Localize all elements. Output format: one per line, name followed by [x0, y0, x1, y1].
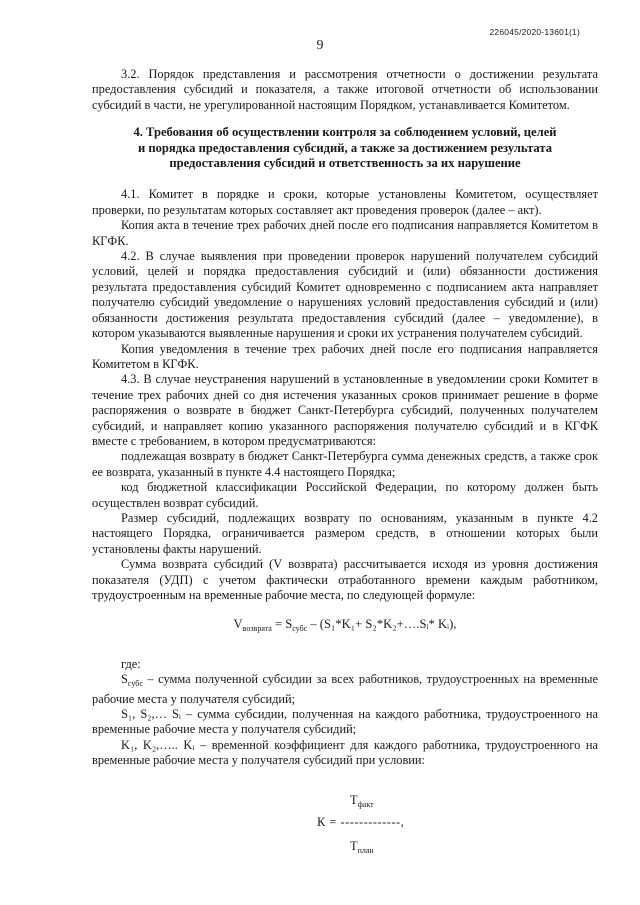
- def-s-subscript: субс: [127, 679, 143, 689]
- paragraph-4-1-copy: Копия акта в течение трех рабочих дней после его подписания направляется Комитетом в КГФК.: [92, 218, 598, 248]
- fraction-line: К = -------------,: [317, 814, 405, 829]
- document-body: [92, 67, 598, 867]
- formula-s: S: [285, 617, 293, 632]
- definition-k-i: K₁, K₂,….. Kᵢ – временной коэффициент для каждого работника, трудоустроенного на временные рабочие места у получателя субсидий при условии:: [92, 737, 598, 768]
- heading-line-2: и порядка предоставления субсидий, а также за достижением результата: [137, 140, 553, 155]
- paragraph-4-3-item-b: код бюджетной классификации Российской Федерации, по которому должен быть осуществлен возврат субсидий.: [92, 480, 598, 510]
- where-label: где:: [121, 656, 141, 671]
- paragraph-4-2-copy: Копия уведомления в течение трех рабочих дней после его подписания направляется Комитетом в КГФК.: [92, 341, 598, 371]
- definition-s-subs: [92, 672, 598, 707]
- paragraph-refund-sum: Сумма возврата субсидий (V возврата) рассчитывается исходя из уровня достижения показателя (УДП) с учетом фактически отработанного времени каждым работником, трудоустроенным на временные рабочие места, по следующей формуле:: [92, 557, 598, 602]
- formula-v-subscript: возврата: [242, 624, 272, 634]
- section-4-heading: [92, 125, 598, 171]
- paragraph-3-2: 3.2. Порядок представления и рассмотрения отчетности о достижении результата предоставления субсидий и показателя, а также итоговой отчетности об использовании субсидий в части, не урегулированной настоящим Порядком, устанавливается Комитетом.: [92, 67, 598, 112]
- paragraph-4-1: 4.1. Комитет в порядке и сроки, которые установлены Комитетом, осуществляет проверки, по результатам которых составляет акт проведения проверок (далее – акт).: [92, 187, 598, 217]
- refund-formula: [92, 617, 598, 636]
- formula-s-subscript: субс: [292, 624, 308, 634]
- coefficient-formula: [92, 793, 598, 867]
- fraction-numerator: $Т_{факт}$: [350, 792, 374, 809]
- heading-line-3: предоставления субсидий и ответственность за их нарушение: [169, 156, 521, 171]
- fraction-denominator: $Т_{план}$: [350, 838, 374, 855]
- page-number: 9: [316, 38, 324, 53]
- paragraph-4-3-item-a: подлежащая возврату в бюджет Санкт-Петербурга сумма денежных средств, а также срок ее возврата, указанный в пункте 4.4 настоящего Порядка;: [92, 449, 598, 479]
- paragraph-4-2: 4.2. В случае выявления при проведении проверок нарушений получателем субсидий условий, целей и порядка предоставления субсидий и (или) обязанности достижения результата предоставления субсидий Комитет одновременно с подписанием акта направляет получателю субсидий уведомление о нарушениях условий предоставления субсидий и (или) обязанности достижения результата предоставления субсидий (далее – уведомление), в котором указываются выявленные нарушения и сроки их устранения получателем субсидий.: [92, 249, 598, 341]
- formula-v: V: [233, 617, 243, 632]
- document-id: 226045/2020-13601(1): [489, 27, 580, 37]
- heading-line-1: 4. Требования об осуществлении контроля за соблюдением условий, целей: [133, 125, 557, 140]
- formula-rest: – (S₁*K₁+ S₂*K₂+….Sᵢ* Kᵢ),: [307, 617, 457, 632]
- formula-equals: =: [271, 617, 286, 632]
- paragraph-4-3: 4.3. В случае неустранения нарушений в установленные в уведомлении сроки Комитет в течение трех рабочих дней со дня истечения указанных сроков принимает решение в форме распоряжения о возврате в бюджет Санкт-Петербурга субсидий, полученных получателем субсидий, и направляет копию указанного распоряжения получателю субсидий и в КГФК вместе с требованием, в котором предусматриваются:: [92, 372, 598, 448]
- def-s-text: – сумма полученной субсидии за всех работников, трудоустроенных на временные рабочие места у получателя субсидий;: [92, 672, 598, 706]
- paragraph-refund-size: Размер субсидий, подлежащих возврату по основаниям, указанным в пункте 4.2 настоящего Порядка, ограничивается размером средств, в отношении которых были установлены факты нарушений.: [92, 510, 598, 556]
- definition-s-i: S₁, S₂,… Sᵢ – сумма субсидии, полученная на каждого работника, трудоустроенного на временные рабочие места у получателя субсидий;: [92, 707, 598, 737]
- def-s: S: [121, 672, 128, 687]
